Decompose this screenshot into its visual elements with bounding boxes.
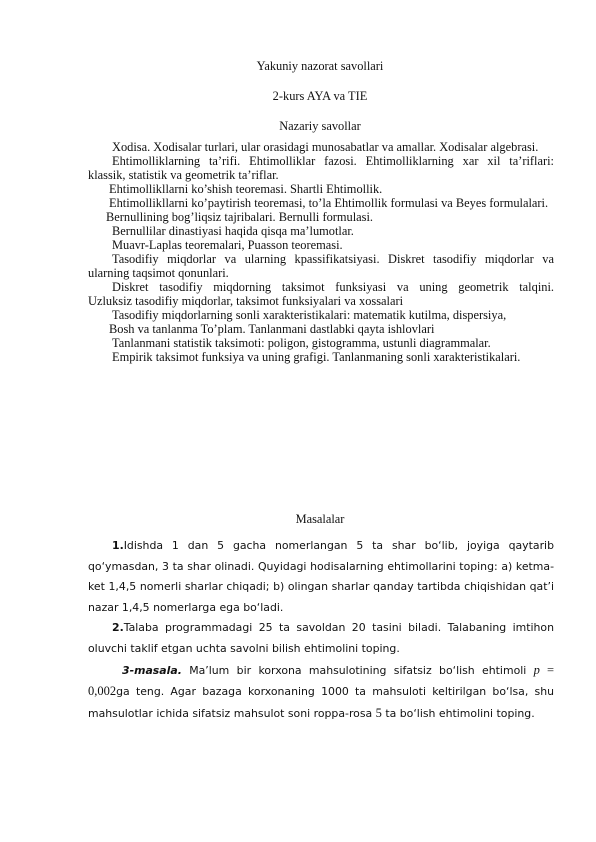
problem-number: 2. <box>112 621 124 635</box>
formula-count: 5 <box>375 705 382 720</box>
question-item: Ehtimollikllarni ko’paytirish teoremasi, to’la Ehtimollik formulasi va Beyes formulalari. <box>109 196 549 210</box>
question-item: Xodisa. Xodisalar turlari, ular orasidagi munosabatlar va amallar. Xodisalar algebrasi. <box>112 140 539 154</box>
problem-number: 1. <box>112 539 124 552</box>
question-item: Bosh va tanlanma To’plam. Tanlanmani dastlabki qayta ishlovlari <box>109 322 435 336</box>
problem-text: Idishda 1 dan 5 gacha nomerlangan 5 ta shar bo‘lib, joyiga qaytarib qo‘ymasdan, 3 ta shar olinadi. Quyidagi hodisalarning ehtimollarini toping: a) ketma- ket 1,4,5 nomerli sharlar chiqadi; b) olingan sharlar qanday tartibda chiqishidan qat’i nazar 1,4,5 nomerlarga ega bo‘ladi. <box>88 539 554 614</box>
problem-label: 3-masala. <box>122 663 182 677</box>
problem-text: Ma’lum bir korxona mahsulotining sifatsiz bo‘lish ehtimoli <box>181 663 527 677</box>
problem-2 <box>88 618 554 659</box>
question-item: Tasodifiy miqdorlarning sonli xarakteristikalari: matematik kutilma, dispersiya, <box>112 308 507 322</box>
section-heading-problems: Masalalar <box>295 512 345 526</box>
question-item: Bernullilar dinastiyasi haqida qisqa ma’lumotlar. <box>112 224 354 238</box>
problem-text: Talaba programmadagi 25 ta savoldan 20 tasini biladi. Talabaning imtihon oluvchi taklif etgan uchta savolni bilish ehtimolini toping. <box>88 621 554 655</box>
formula-variable: p <box>533 662 540 677</box>
problem-text: ga teng. Agar bazaga korxonaning 1000 ta mahsuloti keltirilgan bo‘lsa, shu mahsulotlar ichida sifatsiz mahsulot soni roppa-rosa <box>88 685 554 720</box>
document-title: Yakuniy nazorat savollari <box>256 59 384 73</box>
question-item: Tasodifiy miqdorlar va ularning kpassifikatsiyasi. Diskret tasodifiy miqdorlar va ularning taqsimot qonunlari. <box>88 252 554 280</box>
question-item: Ehtimolliklarning ta’rifi. Ehtimolliklar fazosi. Ehtimolliklarning xar xil ta’riflari: klassik, statistik va geometrik ta’riflar. <box>88 154 554 182</box>
question-item: Tanlanmani statistik taksimoti: poligon, gistogramma, ustunli diagrammalar. <box>112 336 491 350</box>
question-item: Ehtimollikllarni ko’shish teoremasi. Shartli Ehtimollik. <box>109 182 383 196</box>
problem-text: ta bo‘lish ehtimolini toping. <box>381 706 535 720</box>
section-heading-theory: Nazariy savollar <box>279 119 361 133</box>
question-item: Empirik taksimot funksiya va uning grafigi. Tanlanmaning sonli xarakteristikalari. <box>112 350 521 364</box>
question-item: Muavr-Laplas teoremalari, Puasson teoremasi. <box>112 238 343 252</box>
formula-value: = 0,002 <box>88 662 554 699</box>
course-subtitle: 2-kurs AYA va TIE <box>272 89 368 103</box>
question-item: Bernullining bog’liqsiz tajribalari. Bernulli formulasi. <box>106 210 374 224</box>
problem-3 <box>88 660 554 725</box>
question-item: Uzluksiz tasodifiy miqdorlar, taksimot funksiyalari va xossalari <box>88 294 404 308</box>
problem-1 <box>88 536 554 618</box>
problem-list <box>88 536 554 724</box>
question-item: Diskret tasodifiy miqdorning taksimot funksiyasi va uning geometrik talqini. <box>112 280 554 294</box>
theory-question-list <box>88 140 554 364</box>
